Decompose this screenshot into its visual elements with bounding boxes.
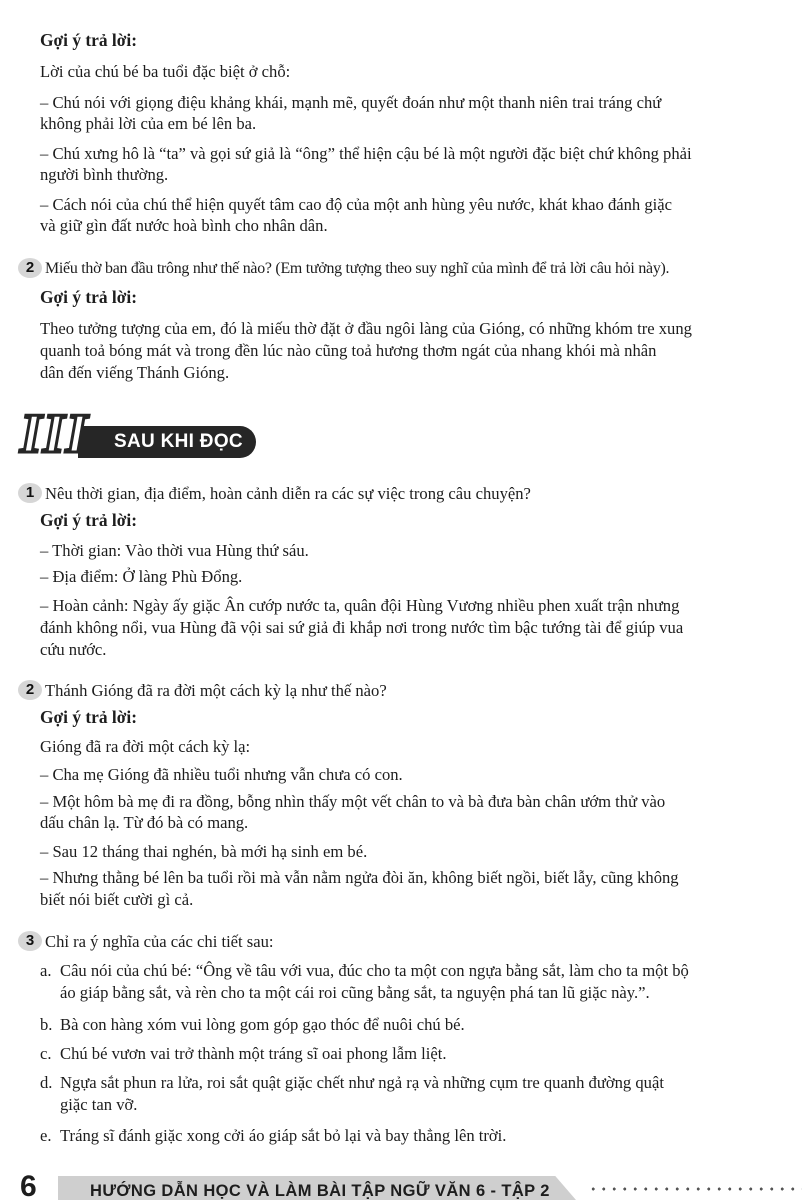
- answer-line: – Hoàn cảnh: Ngày ấy giặc Ân cướp nước ta, quân đội Hùng Vương nhiều phen xuất trận nhưng: [40, 596, 680, 615]
- answer-line: – Địa điểm: Ở làng Phù Đổng.: [40, 567, 243, 586]
- question-text: Miếu thờ ban đầu trông như thế nào? (Em tưởng tượng theo suy nghĩ của mình để trả lời câu hỏi này).: [45, 260, 670, 277]
- question-number: 3: [18, 931, 42, 951]
- question-text: Thánh Gióng đã ra đời một cách kỳ lạ như thế nào?: [45, 681, 387, 700]
- answer-intro: Gióng đã ra đời một cách kỳ lạ:: [40, 737, 251, 756]
- question-number: 2: [18, 258, 42, 278]
- answer-line: cứu nước.: [40, 640, 107, 659]
- answer-line: – Sau 12 tháng thai nghén, bà mới hạ sinh em bé.: [40, 842, 368, 861]
- answer-heading: Gợi ý trả lời:: [40, 707, 138, 727]
- item-label: b.: [40, 1015, 53, 1034]
- answer-line: – Một hôm bà mẹ đi ra đồng, bỗng nhìn thấy một vết chân to và bà đưa bàn chân ướm thử vào: [40, 792, 666, 811]
- footer-dots: [588, 1186, 802, 1192]
- item-label: d.: [40, 1073, 53, 1092]
- question-number: 2: [18, 680, 42, 700]
- answer-line: – Cách nói của chú thể hiện quyết tâm cao độ của một anh hùng yêu nước, khát khao đánh giặc: [40, 195, 673, 214]
- answer-heading: Gợi ý trả lời:: [40, 287, 138, 307]
- answer-intro: Lời của chú bé ba tuổi đặc biệt ở chỗ:: [40, 62, 291, 81]
- answer-line: và giữ gìn đất nước hoà bình cho nhân dân.: [40, 216, 328, 235]
- answer-heading: Gợi ý trả lời:: [40, 30, 138, 50]
- item-label: e.: [40, 1126, 52, 1145]
- item-text: Bà con hàng xóm vui lòng gom góp gạo thóc để nuôi chú bé.: [60, 1015, 465, 1034]
- answer-line: – Chú nói với giọng điệu khảng khái, mạnh mẽ, quyết đoán như một thanh niên trai tráng chứ: [40, 93, 662, 112]
- section-title: SAU KHI ĐỌC: [114, 431, 243, 452]
- answer-line: quanh toả bóng mát và trong đền lúc nào cũng toả hương thơm ngát của nhang khói mà nhân: [40, 341, 657, 360]
- footer-title: HƯỚNG DẪN HỌC VÀ LÀM BÀI TẬP NGỮ VĂN 6 - TẬP 2: [90, 1182, 550, 1200]
- item-text: Ngựa sắt phun ra lửa, roi sắt quật giặc chết như ngả rạ và những cụm tre quanh đường quật: [60, 1073, 664, 1092]
- item-text: áo giáp bằng sắt, và rèn cho ta một cái roi cũng bằng sắt, ta nguyện phá tan lũ giặc này.”.: [60, 983, 650, 1002]
- answer-line: dân đến viếng Thánh Gióng.: [40, 363, 230, 382]
- question-text: Nêu thời gian, địa điểm, hoàn cảnh diễn ra các sự việc trong câu chuyện?: [45, 484, 531, 503]
- section-header: [18, 403, 258, 465]
- answer-line: – Cha mẹ Gióng đã nhiều tuổi nhưng vẫn chưa có con.: [40, 765, 403, 784]
- answer-line: người bình thường.: [40, 165, 169, 184]
- answer-line: biết nói biết cười gì cả.: [40, 890, 194, 909]
- item-text: Câu nói của chú bé: “Ông về tâu với vua, đúc cho ta một con ngựa bằng sắt, làm cho ta một bộ: [60, 961, 689, 980]
- page-number: 6: [20, 1170, 37, 1203]
- item-text: Chú bé vươn vai trở thành một tráng sĩ oai phong lẫm liệt.: [60, 1044, 447, 1063]
- item-text: Tráng sĩ đánh giặc xong cởi áo giáp sắt bỏ lại và bay thẳng lên trời.: [60, 1126, 507, 1145]
- answer-heading: Gợi ý trả lời:: [40, 510, 138, 530]
- answer-line: Theo tưởng tượng của em, đó là miếu thờ đặt ở đầu ngôi làng của Gióng, có những khóm tre xung: [40, 319, 692, 338]
- item-label: a.: [40, 961, 52, 980]
- item-text: giặc tan vỡ.: [60, 1095, 138, 1114]
- question-text: Chỉ ra ý nghĩa của các chi tiết sau:: [45, 932, 274, 951]
- answer-line: dấu chân lạ. Từ đó bà có mang.: [40, 813, 249, 832]
- answer-line: – Chú xưng hô là “ta” và gọi sứ giả là “ông” thể hiện cậu bé là một người đặc biệt chứ không phải: [40, 144, 692, 163]
- item-label: c.: [40, 1044, 52, 1063]
- answer-line: – Nhưng thằng bé lên ba tuổi rồi mà vẫn nằm ngửa đòi ăn, không biết ngồi, biết lẫy, cũng không: [40, 868, 679, 887]
- answer-line: đánh không nổi, vua Hùng đã vội sai sứ giả đi khắp nơi trong nước tìm bậc tướng tài để giúp vua: [40, 618, 684, 637]
- answer-line: không phải lời của em bé lên ba.: [40, 114, 257, 133]
- section-roman-numeral: III: [20, 403, 89, 465]
- question-number: 1: [18, 483, 42, 503]
- answer-line: – Thời gian: Vào thời vua Hùng thứ sáu.: [40, 541, 309, 560]
